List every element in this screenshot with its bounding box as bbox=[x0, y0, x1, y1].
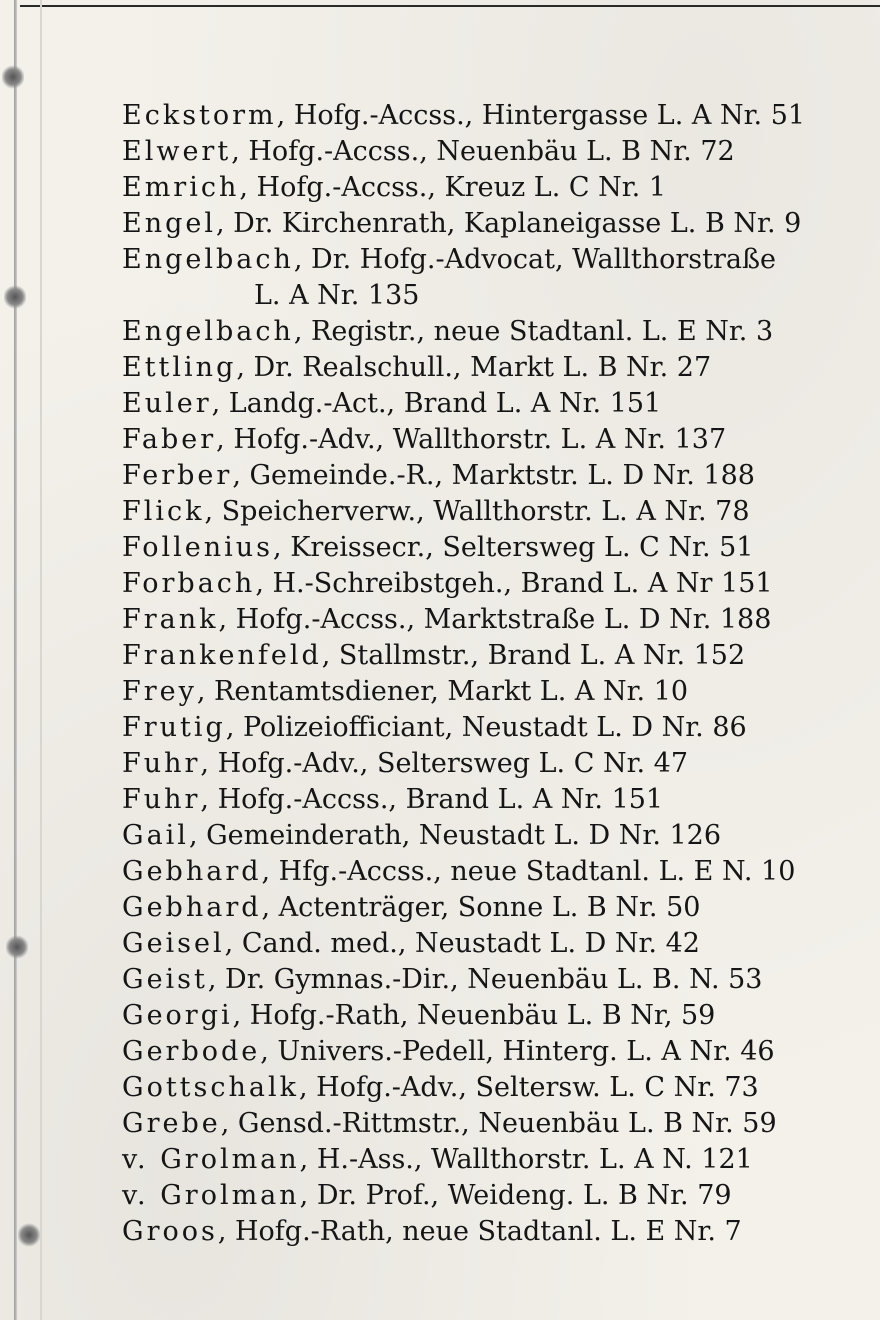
entry-surname: Gail bbox=[122, 820, 189, 851]
entry-surname: Faber bbox=[122, 424, 217, 455]
directory-entry bbox=[122, 242, 842, 278]
entry-surname: Ferber bbox=[122, 460, 233, 491]
entry-surname: Groos bbox=[122, 1216, 218, 1247]
directory-entry bbox=[122, 1214, 842, 1250]
entry-surname: Geist bbox=[122, 964, 208, 995]
directory-entry bbox=[122, 998, 842, 1034]
directory-entry bbox=[122, 854, 842, 890]
entry-surname: Gottschalk bbox=[122, 1072, 299, 1103]
directory-entry bbox=[122, 134, 842, 170]
entry-surname: Emrich bbox=[122, 172, 240, 203]
entry-details: , Kreissecr., Seltersweg L. C Nr. 51 bbox=[273, 532, 754, 563]
directory-entry bbox=[122, 170, 842, 206]
directory-entry bbox=[122, 350, 842, 386]
binding-stitch-mark bbox=[2, 64, 24, 90]
directory-entry bbox=[122, 638, 842, 674]
directory-entry bbox=[122, 674, 842, 710]
top-rule bbox=[20, 5, 880, 7]
entry-details: , Hofg.-Accss., Hintergasse L. A Nr. 51 bbox=[276, 100, 806, 131]
entry-details: , Actenträger, Sonne L. B Nr. 50 bbox=[261, 892, 701, 923]
entry-surname: Engelbach bbox=[122, 244, 294, 275]
entry-surname: Frutig bbox=[122, 712, 226, 743]
entry-details: , Hofg.-Adv., Seltersw. L. C Nr. 73 bbox=[298, 1072, 759, 1103]
entry-surname: Gebhard bbox=[122, 892, 262, 923]
entry-details: , Hofg.-Adv., Wallthorstr. L. A Nr. 137 bbox=[216, 424, 727, 455]
entry-surname: Euler bbox=[122, 388, 212, 419]
entry-details: , Hofg.-Rath, Neuenbäu L. B Nr, 59 bbox=[232, 1000, 716, 1031]
directory-entry bbox=[122, 1178, 842, 1214]
entry-details: , Cand. med., Neustadt L. D Nr. 42 bbox=[224, 928, 700, 959]
entry-details: , Dr. Prof., Weideng. L. B Nr. 79 bbox=[299, 1180, 732, 1211]
directory-entry bbox=[122, 890, 842, 926]
entry-details: , Hofg.-Accss., Marktstraße L. D Nr. 188 bbox=[218, 604, 772, 635]
entry-details: , Hofg.-Adv., Seltersweg L. C Nr. 47 bbox=[200, 748, 689, 779]
entry-surname: Grebe bbox=[122, 1108, 221, 1139]
entry-details: , Polizeiofficiant, Neustadt L. D Nr. 86 bbox=[225, 712, 747, 743]
directory-entry-list bbox=[122, 98, 842, 1250]
directory-entry bbox=[122, 1106, 842, 1142]
directory-entry-continuation bbox=[122, 278, 842, 314]
entry-surname: Engelbach bbox=[122, 316, 294, 347]
entry-details: , Hofg.-Accss., Neuenbäu L. B Nr. 72 bbox=[231, 136, 735, 167]
entry-surname: Frank bbox=[122, 604, 219, 635]
entry-surname: Geisel bbox=[122, 928, 225, 959]
entry-details: , Landg.-Act., Brand L. A Nr. 151 bbox=[211, 388, 662, 419]
directory-entry bbox=[122, 782, 842, 818]
entry-details: , Rentamtsdiener, Markt L. A Nr. 10 bbox=[196, 676, 689, 707]
entry-surname: Forbach bbox=[122, 568, 256, 599]
directory-entry bbox=[122, 386, 842, 422]
directory-entry bbox=[122, 926, 842, 962]
directory-entry bbox=[122, 1070, 842, 1106]
entry-surname: v. Grolman bbox=[122, 1144, 300, 1175]
entry-surname: Georgi bbox=[122, 1000, 233, 1031]
entry-surname: Flick bbox=[122, 496, 205, 527]
directory-entry bbox=[122, 566, 842, 602]
directory-entry bbox=[122, 602, 842, 638]
directory-entry bbox=[122, 962, 842, 998]
entry-details: , Hfg.-Accss., neue Stadtanl. L. E N. 10 bbox=[261, 856, 796, 887]
entry-surname: Elwert bbox=[122, 136, 232, 167]
entry-details: , Hofg.-Accss., Brand L. A Nr. 151 bbox=[200, 784, 664, 815]
entry-surname: Fuhr bbox=[122, 784, 201, 815]
entry-details: , H.-Ass., Wallthorstr. L. A N. 121 bbox=[299, 1144, 753, 1175]
binding-stitch-mark bbox=[6, 934, 28, 960]
entry-details: , Hofg.-Accss., Kreuz L. C Nr. 1 bbox=[239, 172, 667, 203]
directory-entry bbox=[122, 530, 842, 566]
entry-details: , Univers.-Pedell, Hinterg. L. A Nr. 46 bbox=[260, 1036, 775, 1067]
directory-entry bbox=[122, 1034, 842, 1070]
entry-details: , H.-Schreibstgeh., Brand L. A Nr 151 bbox=[255, 568, 773, 599]
entry-surname: Fuhr bbox=[122, 748, 201, 779]
directory-entry bbox=[122, 458, 842, 494]
directory-entry bbox=[122, 818, 842, 854]
entry-surname: Engel bbox=[122, 208, 216, 239]
directory-entry bbox=[122, 710, 842, 746]
entry-details: , Gensd.-Rittmstr., Neuenbäu L. B Nr. 59 bbox=[220, 1108, 777, 1139]
entry-details: , Stallmstr., Brand L. A Nr. 152 bbox=[321, 640, 746, 671]
entry-details: , Speicherverw., Wallthorstr. L. A Nr. 78 bbox=[204, 496, 750, 527]
binding-stitch-mark bbox=[4, 284, 26, 310]
entry-details: , Dr. Gymnas.-Dir., Neuenbäu L. B. N. 53 bbox=[207, 964, 763, 995]
entry-details: , Gemeinderath, Neustadt L. D Nr. 126 bbox=[188, 820, 722, 851]
page-margin-line bbox=[40, 0, 42, 1320]
directory-entry bbox=[122, 206, 842, 242]
entry-surname: Gerbode bbox=[122, 1036, 261, 1067]
entry-surname: Eckstorm bbox=[122, 100, 277, 131]
entry-details: , Dr. Hofg.-Advocat, Wallthorstraße bbox=[293, 244, 777, 275]
entry-surname: v. Grolman bbox=[122, 1180, 300, 1211]
directory-entry bbox=[122, 98, 842, 134]
page-binding-edge bbox=[14, 0, 17, 1320]
entry-details: , Hofg.-Rath, neue Stadtanl. L. E Nr. 7 bbox=[217, 1216, 742, 1247]
directory-entry bbox=[122, 422, 842, 458]
entry-details: , Dr. Kirchenrath, Kaplaneigasse L. B Nr. 9 bbox=[216, 208, 802, 239]
entry-details: , Gemeinde.-R., Marktstr. L. D Nr. 188 bbox=[232, 460, 755, 491]
entry-surname: Follenius bbox=[122, 532, 274, 563]
directory-entry bbox=[122, 1142, 842, 1178]
entry-surname: Frankenfeld bbox=[122, 640, 322, 671]
entry-details: , Registr., neue Stadtanl. L. E Nr. 3 bbox=[293, 316, 774, 347]
binding-stitch-mark bbox=[18, 1222, 40, 1248]
directory-entry bbox=[122, 746, 842, 782]
entry-details: L. A Nr. 135 bbox=[254, 280, 420, 311]
entry-surname: Gebhard bbox=[122, 856, 262, 887]
directory-entry bbox=[122, 314, 842, 350]
entry-surname: Ettling bbox=[122, 352, 237, 383]
entry-surname: Frey bbox=[122, 676, 197, 707]
directory-entry bbox=[122, 494, 842, 530]
entry-details: , Dr. Realschull., Markt L. B Nr. 27 bbox=[236, 352, 712, 383]
